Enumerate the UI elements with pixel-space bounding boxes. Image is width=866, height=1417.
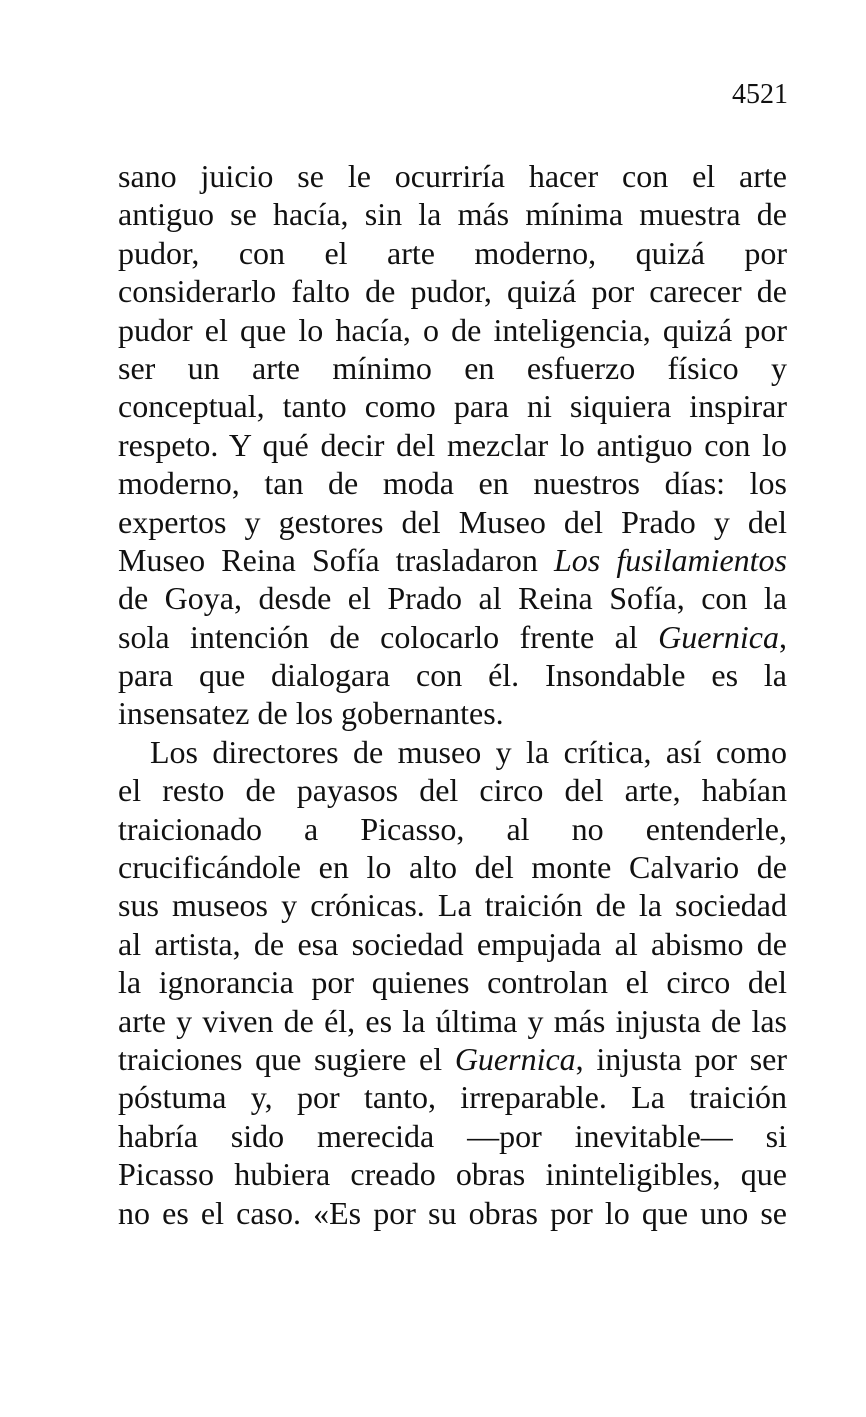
- italic-title: Los fusilamientos: [553, 541, 787, 578]
- text-line: el resto de payasos del circo del arte, habían: [118, 772, 787, 809]
- text-line: sola intención de colocarlo frente al Guernica,: [118, 618, 787, 655]
- text-line: habría sido merecida —por inevitable— si: [118, 1117, 787, 1154]
- text-line: crucificándole en lo alto del monte Calvario de: [118, 849, 787, 886]
- text-line: arte y viven de él, es la última y más injusta de las: [118, 1002, 787, 1039]
- text-line: al artista, de esa sociedad empujada al abismo de: [118, 925, 787, 962]
- text-line: moderno, tan de moda en nuestros días: los: [118, 465, 787, 502]
- text-line: póstuma y, por tanto, irreparable. La traición: [118, 1079, 787, 1116]
- text-line: conceptual, tanto como para ni siquiera inspirar: [118, 388, 787, 425]
- text-line: traiciones que sugiere el Guernica, injusta por ser: [118, 1040, 788, 1077]
- text-line: traicionado a Picasso, al no entenderle,: [118, 810, 787, 847]
- text-line: sus museos y crónicas. La traición de la sociedad: [118, 887, 787, 924]
- text-line: considerarlo falto de pudor, quizá por carecer de: [118, 273, 787, 310]
- text-line: antiguo se hacía, sin la más mínima muestra de: [118, 196, 787, 233]
- text-line: de Goya, desde el Prado al Reina Sofía, con la: [118, 580, 787, 617]
- text-line: no es el caso. «Es por su obras por lo que uno se: [118, 1194, 787, 1231]
- page-number: 4521: [732, 79, 788, 110]
- text-line: pudor el que lo hacía, o de inteligencia, quizá por: [118, 311, 787, 348]
- text-line: para que dialogara con él. Insondable es la: [118, 657, 787, 694]
- text-line: la ignorancia por quienes controlan el circo del: [118, 964, 787, 1001]
- text-line: respeto. Y qué decir del mezclar lo antiguo con lo: [118, 426, 787, 463]
- italic-title: Guernica: [454, 1040, 576, 1077]
- text-line: Los directores de museo y la crítica, así como: [150, 733, 787, 770]
- text-line: sano juicio se le ocurriría hacer con el arte: [118, 158, 787, 194]
- text-line: ser un arte mínimo en esfuerzo físico y: [118, 349, 787, 386]
- text-line: Picasso hubiera creado obras ininteligibles, que: [118, 1156, 787, 1193]
- body-text: [118, 157, 787, 1232]
- text-line: Museo Reina Sofía trasladaron Los fusilamientos: [118, 541, 787, 578]
- italic-title: Guernica: [658, 618, 779, 655]
- text-line: expertos y gestores del Museo del Prado y del: [118, 503, 787, 540]
- text-line: insensatez de los gobernantes.: [118, 695, 504, 732]
- text-line: pudor, con el arte moderno, quizá por: [118, 234, 787, 271]
